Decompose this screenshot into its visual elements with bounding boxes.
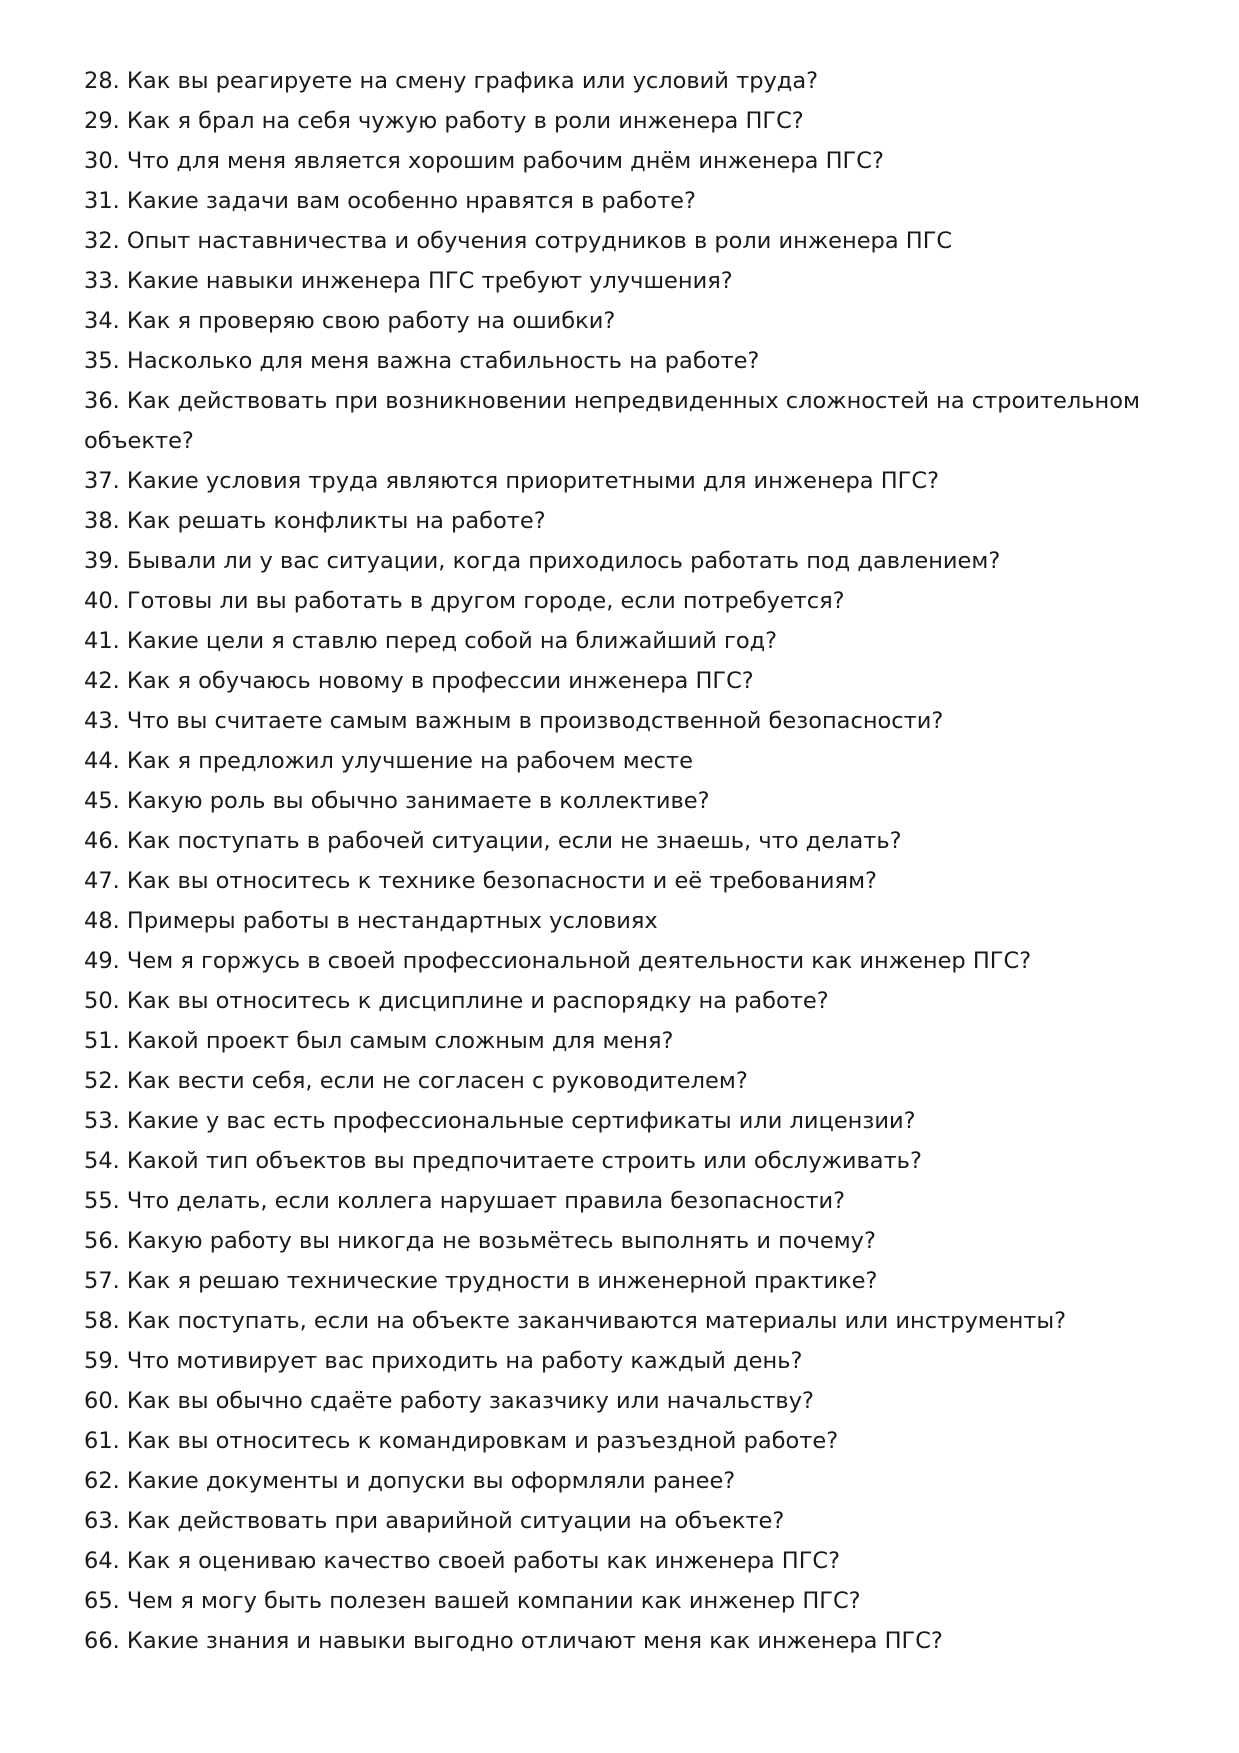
question-item-33: 33. Какие навыки инженера ПГС требуют улучшения? bbox=[84, 268, 733, 294]
question-item-55: 55. Что делать, если коллега нарушает правила безопасности? bbox=[84, 1188, 846, 1214]
question-item-40: 40. Готовы ли вы работать в другом городе, если потребуется? bbox=[84, 588, 845, 614]
question-item-54: 54. Какой тип объектов вы предпочитаете строить или обслуживать? bbox=[84, 1148, 922, 1174]
question-item-49: 49. Чем я горжусь в своей профессиональной деятельности как инженер ПГС? bbox=[84, 948, 1032, 974]
question-item-52: 52. Как вести себя, если не согласен с руководителем? bbox=[84, 1068, 748, 1094]
question-item-63: 63. Как действовать при аварийной ситуации на объекте? bbox=[84, 1508, 785, 1534]
question-item-39: 39. Бывали ли у вас ситуации, когда приходилось работать под давлением? bbox=[84, 548, 1001, 574]
question-item-38: 38. Как решать конфликты на работе? bbox=[84, 508, 546, 534]
question-item-48: 48. Примеры работы в нестандартных условиях bbox=[84, 908, 658, 934]
question-item-64: 64. Как я оцениваю качество своей работы как инженера ПГС? bbox=[84, 1548, 841, 1574]
question-item-62: 62. Какие документы и допуски вы оформляли ранее? bbox=[84, 1468, 736, 1494]
question-item-28: 28. Как вы реагируете на смену графика или условий труда? bbox=[84, 68, 819, 94]
question-item-44: 44. Как я предложил улучшение на рабочем месте bbox=[84, 748, 693, 774]
question-item-29: 29. Как я брал на себя чужую работу в роли инженера ПГС? bbox=[84, 108, 804, 134]
question-list bbox=[84, 61, 1144, 1661]
question-item-58: 58. Как поступать, если на объекте заканчиваются материалы или инструменты? bbox=[84, 1308, 1067, 1334]
question-item-53: 53. Какие у вас есть профессиональные сертификаты или лицензии? bbox=[84, 1108, 916, 1134]
question-item-65: 65. Чем я могу быть полезен вашей компании как инженер ПГС? bbox=[84, 1588, 861, 1614]
question-item-36: 36. Как действовать при возникновении непредвиденных сложностей на строительном объекте? bbox=[84, 388, 1140, 454]
question-item-59: 59. Что мотивирует вас приходить на работу каждый день? bbox=[84, 1348, 803, 1374]
question-item-37: 37. Какие условия труда являются приоритетными для инженера ПГС? bbox=[84, 468, 940, 494]
question-item-35: 35. Насколько для меня важна стабильность на работе? bbox=[84, 348, 760, 374]
question-item-30: 30. Что для меня является хорошим рабочим днём инженера ПГС? bbox=[84, 148, 884, 174]
question-item-43: 43. Что вы считаете самым важным в производственной безопасности? bbox=[84, 708, 944, 734]
question-item-45: 45. Какую роль вы обычно занимаете в коллективе? bbox=[84, 788, 710, 814]
question-item-56: 56. Какую работу вы никогда не возьмётесь выполнять и почему? bbox=[84, 1228, 876, 1254]
question-item-60: 60. Как вы обычно сдаёте работу заказчику или начальству? bbox=[84, 1388, 814, 1414]
question-item-61: 61. Как вы относитесь к командировкам и разъездной работе? bbox=[84, 1428, 839, 1454]
question-item-47: 47. Как вы относитесь к технике безопасности и её требованиям? bbox=[84, 868, 877, 894]
question-item-34: 34. Как я проверяю свою работу на ошибки? bbox=[84, 308, 616, 334]
question-item-57: 57. Как я решаю технические трудности в инженерной практике? bbox=[84, 1268, 878, 1294]
question-item-51: 51. Какой проект был самым сложным для меня? bbox=[84, 1028, 674, 1054]
question-item-41: 41. Какие цели я ставлю перед собой на ближайший год? bbox=[84, 628, 778, 654]
question-item-42: 42. Как я обучаюсь новому в профессии инженера ПГС? bbox=[84, 668, 754, 694]
question-item-50: 50. Как вы относитесь к дисциплине и распорядку на работе? bbox=[84, 988, 829, 1014]
question-item-46: 46. Как поступать в рабочей ситуации, если не знаешь, что делать? bbox=[84, 828, 902, 854]
question-item-32: 32. Опыт наставничества и обучения сотрудников в роли инженера ПГС bbox=[84, 228, 953, 254]
question-item-31: 31. Какие задачи вам особенно нравятся в работе? bbox=[84, 188, 696, 214]
question-item-66: 66. Какие знания и навыки выгодно отличают меня как инженера ПГС? bbox=[84, 1628, 943, 1654]
